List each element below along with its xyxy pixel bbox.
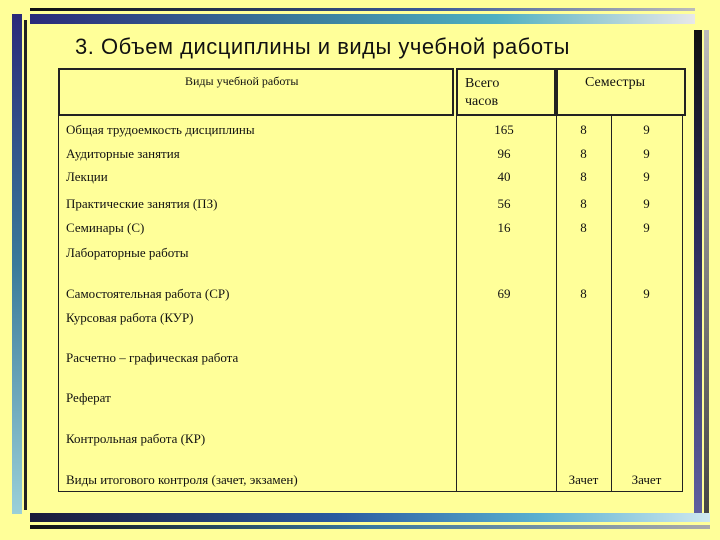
row-label: Семинары (С)	[66, 220, 145, 235]
header-total: Всего часов	[465, 76, 500, 109]
grid-vline-total-left	[456, 116, 457, 492]
top-decor-bar	[30, 14, 695, 24]
bottom-decor-bar	[30, 513, 710, 522]
row-label: Лабораторные работы	[66, 245, 189, 260]
row-label: Реферат	[66, 390, 111, 405]
row-semester-2: Зачет	[631, 472, 662, 487]
left-decor-line	[24, 20, 27, 510]
slide-title: 3. Объем дисциплины и виды учебной работы	[75, 34, 570, 59]
row-semester-2: 9	[643, 220, 650, 235]
grid-vline-right	[682, 116, 683, 492]
row-semester-1: 8	[580, 122, 587, 137]
top-decor-line	[30, 8, 695, 11]
row-semester-2: 9	[643, 169, 650, 184]
left-decor-bar	[12, 14, 22, 514]
row-label: Самостоятельная работа (СР)	[66, 286, 230, 301]
grid-vline-s2-left	[611, 116, 612, 492]
row-total: 16	[497, 220, 511, 235]
row-total: 56	[497, 196, 511, 211]
row-semester-2: 9	[643, 146, 650, 161]
row-semester-1: 8	[580, 286, 587, 301]
grid-vline-left	[58, 116, 59, 492]
row-label: Расчетно – графическая работа	[66, 350, 239, 365]
row-semester-2: 9	[643, 122, 650, 137]
row-semester-2: 9	[643, 196, 650, 211]
row-semester-1: 8	[580, 196, 587, 211]
row-label: Лекции	[66, 169, 108, 184]
row-semester-1: 8	[580, 220, 587, 235]
right-decor-bar	[694, 30, 702, 520]
row-semester-1: 8	[580, 169, 587, 184]
row-label: Курсовая работа (КУР)	[66, 310, 194, 325]
header-kind: Виды учебной работы	[185, 74, 299, 88]
bottom-decor-line	[30, 525, 710, 529]
row-total: 96	[497, 146, 511, 161]
row-total: 165	[494, 122, 514, 137]
row-total: 40	[497, 169, 511, 184]
grid-hline-bottom	[58, 491, 683, 492]
row-label: Практические занятия (ПЗ)	[66, 196, 218, 211]
grid-vline-s1-left	[556, 116, 557, 492]
row-semester-1: 8	[580, 146, 587, 161]
header-semesters: Семестры	[585, 75, 646, 90]
row-semester-2: 9	[643, 286, 650, 301]
row-label: Общая трудоемкость дисциплины	[66, 122, 255, 137]
right-decor-line	[704, 30, 709, 520]
row-label: Аудиторные занятия	[66, 146, 180, 161]
row-semester-1: Зачет	[568, 472, 599, 487]
row-label: Контрольная работа (КР)	[66, 431, 206, 446]
row-label: Виды итогового контроля (зачет, экзамен)	[66, 472, 298, 487]
row-total: 69	[497, 286, 511, 301]
